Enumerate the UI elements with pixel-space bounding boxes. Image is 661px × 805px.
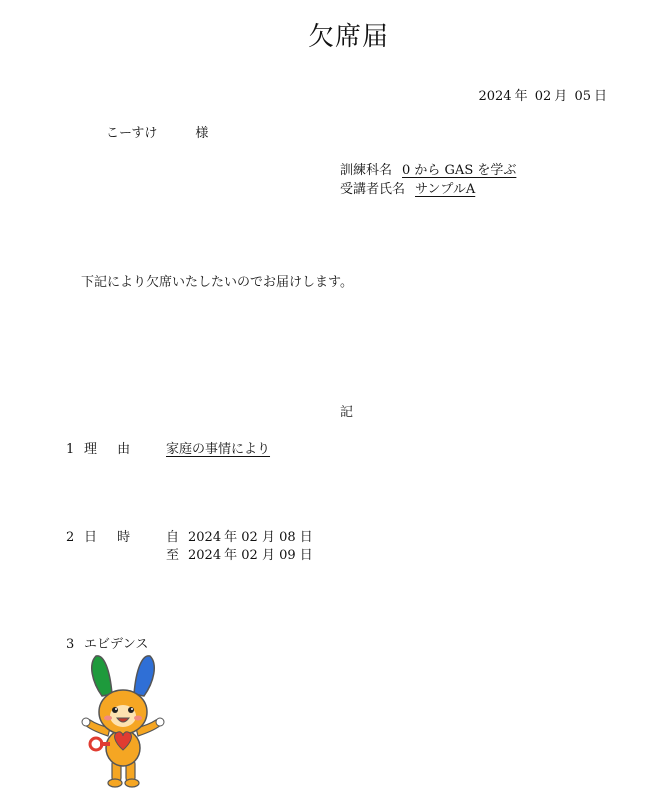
date-day: 05: [574, 89, 591, 104]
day-unit: 日: [299, 530, 313, 545]
from-mark: 自: [166, 530, 180, 545]
body-text: 下記により欠席いたしたいのでお届けします。: [81, 275, 353, 290]
from-month: 02: [241, 530, 258, 545]
to-day: 09: [279, 548, 296, 563]
date-month-unit: 月: [554, 89, 568, 104]
submission-date: [475, 85, 607, 104]
recipient: [106, 122, 208, 141]
year-unit: 年: [224, 548, 238, 563]
from-year: 2024: [188, 530, 222, 545]
date-day-unit: 日: [593, 89, 607, 104]
section-label: 日 時: [84, 530, 139, 545]
section-number: 3: [66, 637, 75, 652]
section-label: 理 由: [84, 442, 139, 457]
to-year: 2024: [188, 548, 222, 563]
period-from: [166, 526, 313, 545]
document-title: 欠席届: [308, 22, 390, 52]
course-field: [340, 159, 516, 178]
evidence-mascot-image: [78, 652, 168, 790]
trainee-field: [340, 178, 475, 197]
recipient-suffix: 様: [195, 126, 209, 141]
ki-heading: 記: [340, 405, 354, 420]
reason-value: 家庭の事情により: [166, 442, 271, 457]
month-unit: 月: [261, 530, 275, 545]
date-month: 02: [534, 89, 552, 104]
date-year-unit: 年: [514, 89, 528, 104]
recipient-name: こーすけ: [106, 126, 158, 141]
section-evidence: [66, 633, 148, 652]
to-month: 02: [241, 548, 258, 563]
course-value: 0 から GAS を学ぶ: [402, 163, 517, 178]
from-day: 08: [279, 530, 296, 545]
section-reason: [66, 438, 138, 457]
section-label: エビデンス: [84, 637, 149, 652]
section-period: [66, 526, 138, 545]
year-unit: 年: [224, 530, 238, 545]
trainee-label: 受講者氏名: [340, 182, 406, 197]
course-label: 訓練科名: [340, 163, 393, 178]
period-to: [166, 544, 313, 563]
trainee-value: サンプルA: [415, 182, 476, 197]
mascot-icon: [78, 652, 168, 790]
date-year: 2024: [478, 89, 512, 104]
month-unit: 月: [261, 548, 275, 563]
to-mark: 至: [166, 548, 180, 563]
section-number: 2: [66, 530, 75, 545]
section-number: 1: [66, 442, 75, 457]
day-unit: 日: [299, 548, 313, 563]
